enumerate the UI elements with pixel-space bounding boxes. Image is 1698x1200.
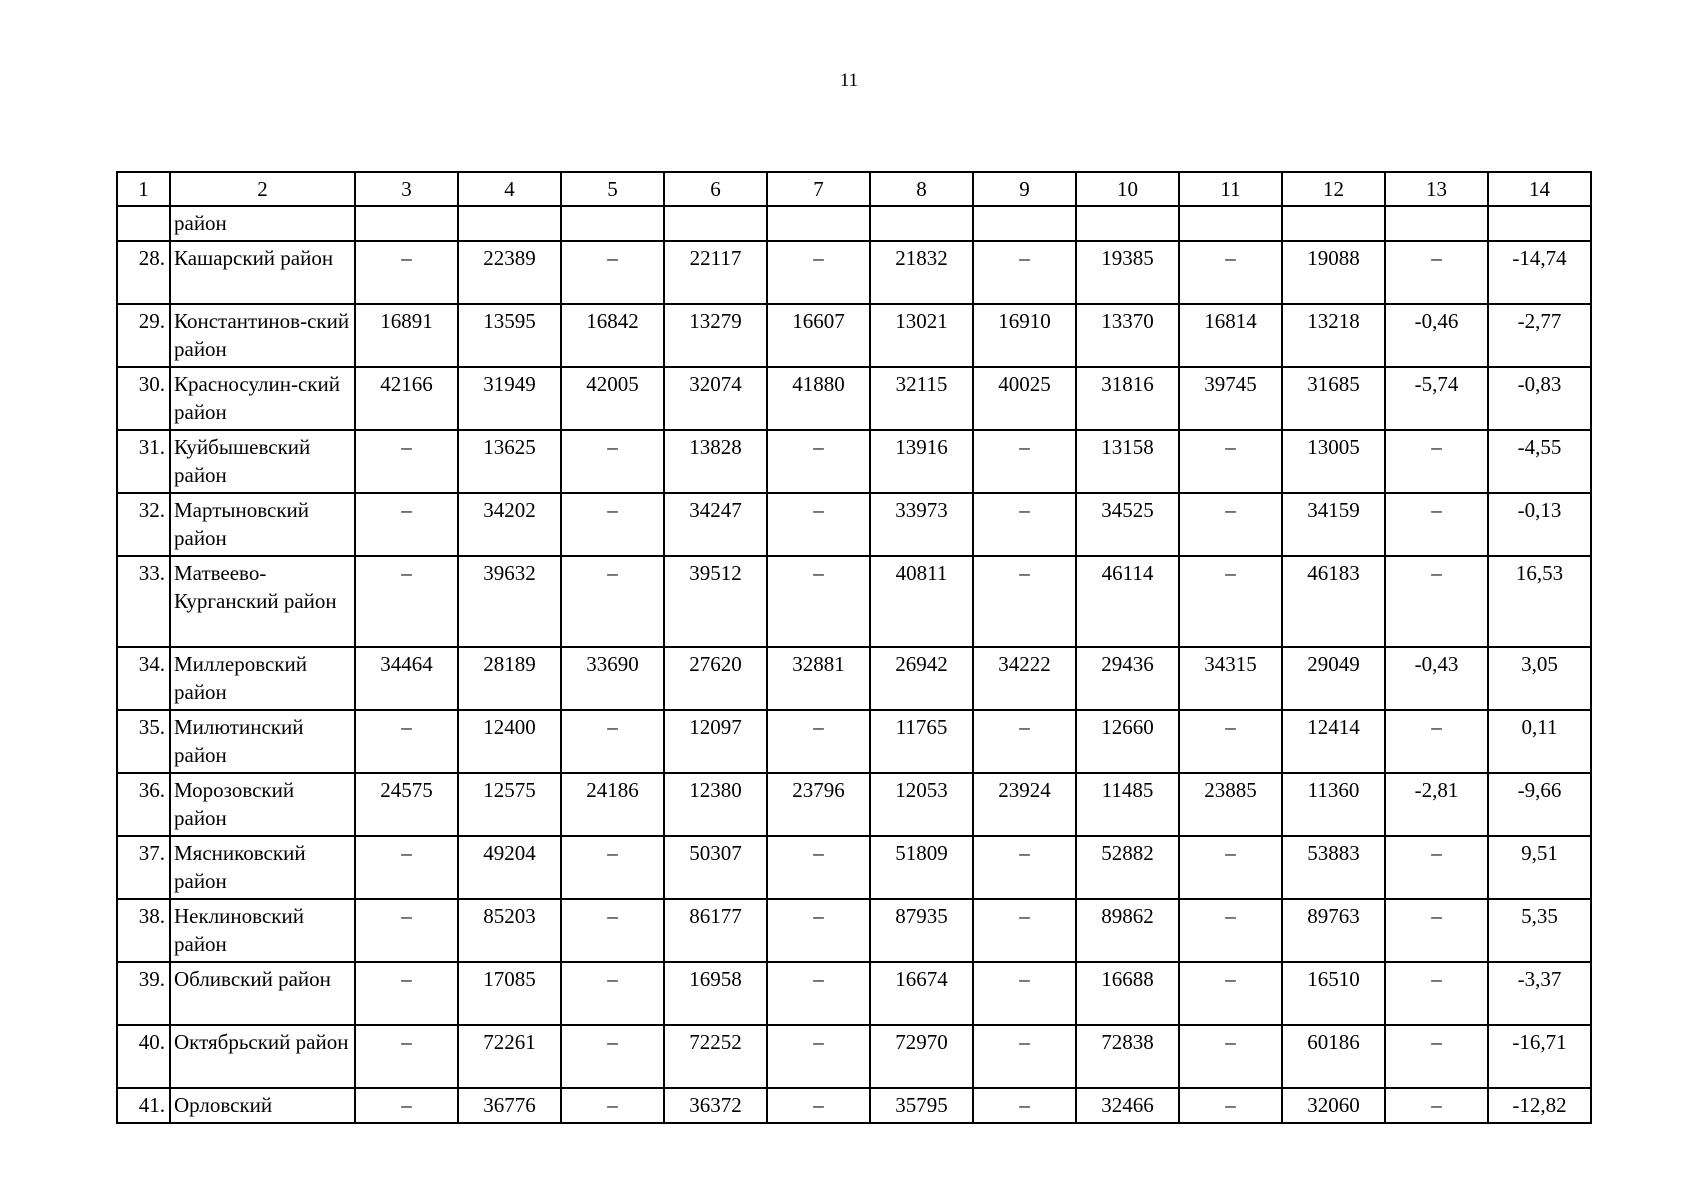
- value-cell: –: [1385, 899, 1488, 962]
- value-cell: –: [767, 430, 870, 493]
- value-cell: 72252: [664, 1025, 767, 1088]
- value-cell: -2,81: [1385, 773, 1488, 836]
- value-cell: 13625: [458, 430, 561, 493]
- value-cell: 31685: [1282, 367, 1385, 430]
- value-cell: 12414: [1282, 710, 1385, 773]
- column-header: 2: [170, 172, 355, 206]
- district-name: Мартыновский район: [170, 493, 355, 556]
- district-name: район: [170, 206, 355, 241]
- column-header: 5: [561, 172, 664, 206]
- value-cell: 32466: [1076, 1088, 1179, 1123]
- value-cell: 13279: [664, 304, 767, 367]
- value-cell: 17085: [458, 962, 561, 1025]
- value-cell: 12053: [870, 773, 973, 836]
- table-row: [117, 710, 1591, 773]
- value-cell: 31949: [458, 367, 561, 430]
- value-cell: 36372: [664, 1088, 767, 1123]
- table-header-row: [117, 172, 1591, 206]
- value-cell: –: [355, 556, 458, 647]
- value-cell: -3,37: [1488, 962, 1591, 1025]
- value-cell: 16688: [1076, 962, 1179, 1025]
- value-cell: –: [767, 493, 870, 556]
- value-cell: –: [1385, 1025, 1488, 1088]
- value-cell: -0,46: [1385, 304, 1488, 367]
- value-cell: 16891: [355, 304, 458, 367]
- value-cell: 19385: [1076, 241, 1179, 304]
- table-row: [117, 241, 1591, 304]
- value-cell: 50307: [664, 836, 767, 899]
- value-cell: 32074: [664, 367, 767, 430]
- value-cell: –: [1385, 710, 1488, 773]
- district-name: Орловский: [170, 1088, 355, 1123]
- value-cell: -5,74: [1385, 367, 1488, 430]
- value-cell: 11765: [870, 710, 973, 773]
- table-row: [117, 773, 1591, 836]
- value-cell: –: [767, 1088, 870, 1123]
- page-number: 11: [839, 70, 859, 91]
- value-cell: [870, 206, 973, 241]
- value-cell: 13005: [1282, 430, 1385, 493]
- value-cell: 16842: [561, 304, 664, 367]
- value-cell: 29049: [1282, 647, 1385, 710]
- value-cell: 23796: [767, 773, 870, 836]
- column-header: 8: [870, 172, 973, 206]
- value-cell: –: [561, 899, 664, 962]
- column-header: 1: [117, 172, 170, 206]
- value-cell: –: [973, 1088, 1076, 1123]
- table-row: [117, 1025, 1591, 1088]
- value-cell: –: [973, 430, 1076, 493]
- value-cell: –: [1179, 556, 1282, 647]
- row-number: [117, 206, 170, 241]
- row-number: 33.: [117, 556, 170, 647]
- value-cell: 33690: [561, 647, 664, 710]
- value-cell: 12575: [458, 773, 561, 836]
- value-cell: 26942: [870, 647, 973, 710]
- value-cell: 89862: [1076, 899, 1179, 962]
- value-cell: 72970: [870, 1025, 973, 1088]
- value-cell: 16674: [870, 962, 973, 1025]
- row-number: 31.: [117, 430, 170, 493]
- table-row: [117, 836, 1591, 899]
- column-header: 3: [355, 172, 458, 206]
- district-name: Мясниковский район: [170, 836, 355, 899]
- value-cell: 34222: [973, 647, 1076, 710]
- value-cell: –: [973, 962, 1076, 1025]
- value-cell: –: [355, 493, 458, 556]
- value-cell: 12660: [1076, 710, 1179, 773]
- value-cell: –: [1179, 962, 1282, 1025]
- value-cell: –: [561, 493, 664, 556]
- value-cell: –: [1179, 1088, 1282, 1123]
- row-number: 32.: [117, 493, 170, 556]
- row-number: 36.: [117, 773, 170, 836]
- value-cell: 42005: [561, 367, 664, 430]
- value-cell: –: [355, 710, 458, 773]
- value-cell: –: [355, 241, 458, 304]
- value-cell: –: [1179, 241, 1282, 304]
- value-cell: 12097: [664, 710, 767, 773]
- value-cell: 23924: [973, 773, 1076, 836]
- value-cell: 21832: [870, 241, 973, 304]
- value-cell: 13828: [664, 430, 767, 493]
- value-cell: –: [973, 899, 1076, 962]
- district-name: Миллеровский район: [170, 647, 355, 710]
- value-cell: 28189: [458, 647, 561, 710]
- value-cell: 46183: [1282, 556, 1385, 647]
- value-cell: [973, 206, 1076, 241]
- value-cell: –: [1179, 899, 1282, 962]
- table-row: [117, 1088, 1591, 1123]
- value-cell: –: [767, 899, 870, 962]
- value-cell: 40811: [870, 556, 973, 647]
- value-cell: –: [1179, 430, 1282, 493]
- district-name: Куйбышевский район: [170, 430, 355, 493]
- value-cell: –: [561, 836, 664, 899]
- row-number: 28.: [117, 241, 170, 304]
- value-cell: –: [1179, 836, 1282, 899]
- value-cell: 35795: [870, 1088, 973, 1123]
- column-header: 13: [1385, 172, 1488, 206]
- value-cell: 19088: [1282, 241, 1385, 304]
- value-cell: 86177: [664, 899, 767, 962]
- district-name: Октябрьский район: [170, 1025, 355, 1088]
- value-cell: 13021: [870, 304, 973, 367]
- value-cell: –: [767, 556, 870, 647]
- column-header: 10: [1076, 172, 1179, 206]
- value-cell: –: [561, 1088, 664, 1123]
- value-cell: –: [561, 241, 664, 304]
- value-cell: 39512: [664, 556, 767, 647]
- value-cell: 23885: [1179, 773, 1282, 836]
- row-number: 38.: [117, 899, 170, 962]
- district-name: Неклиновский район: [170, 899, 355, 962]
- value-cell: –: [561, 962, 664, 1025]
- district-name: Морозовский район: [170, 773, 355, 836]
- value-cell: 36776: [458, 1088, 561, 1123]
- value-cell: –: [1179, 493, 1282, 556]
- value-cell: –: [355, 430, 458, 493]
- value-cell: [767, 206, 870, 241]
- value-cell: –: [767, 241, 870, 304]
- table-row: [117, 647, 1591, 710]
- value-cell: 24575: [355, 773, 458, 836]
- value-cell: [1282, 206, 1385, 241]
- value-cell: 34247: [664, 493, 767, 556]
- district-name: Обливский район: [170, 962, 355, 1025]
- value-cell: 46114: [1076, 556, 1179, 647]
- value-cell: –: [1179, 1025, 1282, 1088]
- column-header: 4: [458, 172, 561, 206]
- value-cell: 87935: [870, 899, 973, 962]
- value-cell: 11485: [1076, 773, 1179, 836]
- value-cell: 16910: [973, 304, 1076, 367]
- table-row: [117, 304, 1591, 367]
- value-cell: 5,35: [1488, 899, 1591, 962]
- value-cell: 34159: [1282, 493, 1385, 556]
- value-cell: –: [561, 430, 664, 493]
- value-cell: 16,53: [1488, 556, 1591, 647]
- value-cell: –: [973, 241, 1076, 304]
- value-cell: 53883: [1282, 836, 1385, 899]
- table-row: [117, 899, 1591, 962]
- row-number: 40.: [117, 1025, 170, 1088]
- statistics-table: [116, 171, 1592, 1124]
- value-cell: –: [973, 556, 1076, 647]
- value-cell: –: [355, 1088, 458, 1123]
- value-cell: 34525: [1076, 493, 1179, 556]
- value-cell: -0,83: [1488, 367, 1591, 430]
- value-cell: –: [767, 710, 870, 773]
- value-cell: -0,13: [1488, 493, 1591, 556]
- value-cell: –: [1385, 1088, 1488, 1123]
- value-cell: 39632: [458, 556, 561, 647]
- value-cell: [1385, 206, 1488, 241]
- value-cell: [561, 206, 664, 241]
- value-cell: [458, 206, 561, 241]
- value-cell: 34315: [1179, 647, 1282, 710]
- district-name: Кашарский район: [170, 241, 355, 304]
- value-cell: 27620: [664, 647, 767, 710]
- value-cell: 13158: [1076, 430, 1179, 493]
- value-cell: 24186: [561, 773, 664, 836]
- column-header: 7: [767, 172, 870, 206]
- value-cell: –: [973, 1025, 1076, 1088]
- value-cell: 13595: [458, 304, 561, 367]
- value-cell: 39745: [1179, 367, 1282, 430]
- value-cell: [1179, 206, 1282, 241]
- row-number: 39.: [117, 962, 170, 1025]
- value-cell: 9,51: [1488, 836, 1591, 899]
- value-cell: 42166: [355, 367, 458, 430]
- value-cell: 22117: [664, 241, 767, 304]
- column-header: 12: [1282, 172, 1385, 206]
- value-cell: -2,77: [1488, 304, 1591, 367]
- district-name: Матвеево-Курганский район: [170, 556, 355, 647]
- table-row: [117, 493, 1591, 556]
- value-cell: -9,66: [1488, 773, 1591, 836]
- value-cell: –: [1385, 836, 1488, 899]
- row-number: 30.: [117, 367, 170, 430]
- value-cell: 72838: [1076, 1025, 1179, 1088]
- value-cell: [664, 206, 767, 241]
- value-cell: 52882: [1076, 836, 1179, 899]
- value-cell: –: [973, 710, 1076, 773]
- column-header: 11: [1179, 172, 1282, 206]
- value-cell: 16814: [1179, 304, 1282, 367]
- value-cell: 0,11: [1488, 710, 1591, 773]
- value-cell: –: [1385, 962, 1488, 1025]
- value-cell: 3,05: [1488, 647, 1591, 710]
- value-cell: 85203: [458, 899, 561, 962]
- value-cell: 41880: [767, 367, 870, 430]
- value-cell: -4,55: [1488, 430, 1591, 493]
- value-cell: –: [355, 1025, 458, 1088]
- value-cell: 13916: [870, 430, 973, 493]
- value-cell: 29436: [1076, 647, 1179, 710]
- value-cell: 32881: [767, 647, 870, 710]
- value-cell: –: [767, 1025, 870, 1088]
- value-cell: 16958: [664, 962, 767, 1025]
- value-cell: 31816: [1076, 367, 1179, 430]
- value-cell: 40025: [973, 367, 1076, 430]
- value-cell: -16,71: [1488, 1025, 1591, 1088]
- value-cell: –: [355, 899, 458, 962]
- value-cell: 13370: [1076, 304, 1179, 367]
- value-cell: 33973: [870, 493, 973, 556]
- value-cell: –: [1385, 241, 1488, 304]
- value-cell: 13218: [1282, 304, 1385, 367]
- table-row: [117, 206, 1591, 241]
- value-cell: [1488, 206, 1591, 241]
- value-cell: [1076, 206, 1179, 241]
- value-cell: –: [355, 836, 458, 899]
- value-cell: -12,82: [1488, 1088, 1591, 1123]
- value-cell: 89763: [1282, 899, 1385, 962]
- table-row: [117, 556, 1591, 647]
- district-name: Милютинский район: [170, 710, 355, 773]
- value-cell: –: [973, 836, 1076, 899]
- value-cell: 60186: [1282, 1025, 1385, 1088]
- value-cell: –: [561, 1025, 664, 1088]
- table-row: [117, 962, 1591, 1025]
- value-cell: –: [1385, 556, 1488, 647]
- table-body: [117, 172, 1591, 1123]
- column-header: 6: [664, 172, 767, 206]
- value-cell: 12380: [664, 773, 767, 836]
- table-row: [117, 367, 1591, 430]
- value-cell: 51809: [870, 836, 973, 899]
- value-cell: –: [1385, 430, 1488, 493]
- value-cell: 49204: [458, 836, 561, 899]
- column-header: 14: [1488, 172, 1591, 206]
- district-name: Константинов-ский район: [170, 304, 355, 367]
- row-number: 34.: [117, 647, 170, 710]
- district-name: Красносулин-ский район: [170, 367, 355, 430]
- value-cell: 16607: [767, 304, 870, 367]
- value-cell: 34202: [458, 493, 561, 556]
- value-cell: –: [1385, 493, 1488, 556]
- row-number: 41.: [117, 1088, 170, 1123]
- value-cell: 11360: [1282, 773, 1385, 836]
- row-number: 29.: [117, 304, 170, 367]
- value-cell: [355, 206, 458, 241]
- value-cell: –: [355, 962, 458, 1025]
- value-cell: –: [767, 836, 870, 899]
- column-header: 9: [973, 172, 1076, 206]
- value-cell: –: [561, 710, 664, 773]
- value-cell: 72261: [458, 1025, 561, 1088]
- value-cell: -14,74: [1488, 241, 1591, 304]
- row-number: 35.: [117, 710, 170, 773]
- value-cell: –: [767, 962, 870, 1025]
- value-cell: 32060: [1282, 1088, 1385, 1123]
- value-cell: –: [973, 493, 1076, 556]
- value-cell: 32115: [870, 367, 973, 430]
- value-cell: –: [1179, 710, 1282, 773]
- value-cell: 16510: [1282, 962, 1385, 1025]
- value-cell: 22389: [458, 241, 561, 304]
- value-cell: 12400: [458, 710, 561, 773]
- table-row: [117, 430, 1591, 493]
- value-cell: -0,43: [1385, 647, 1488, 710]
- value-cell: 34464: [355, 647, 458, 710]
- value-cell: –: [561, 556, 664, 647]
- row-number: 37.: [117, 836, 170, 899]
